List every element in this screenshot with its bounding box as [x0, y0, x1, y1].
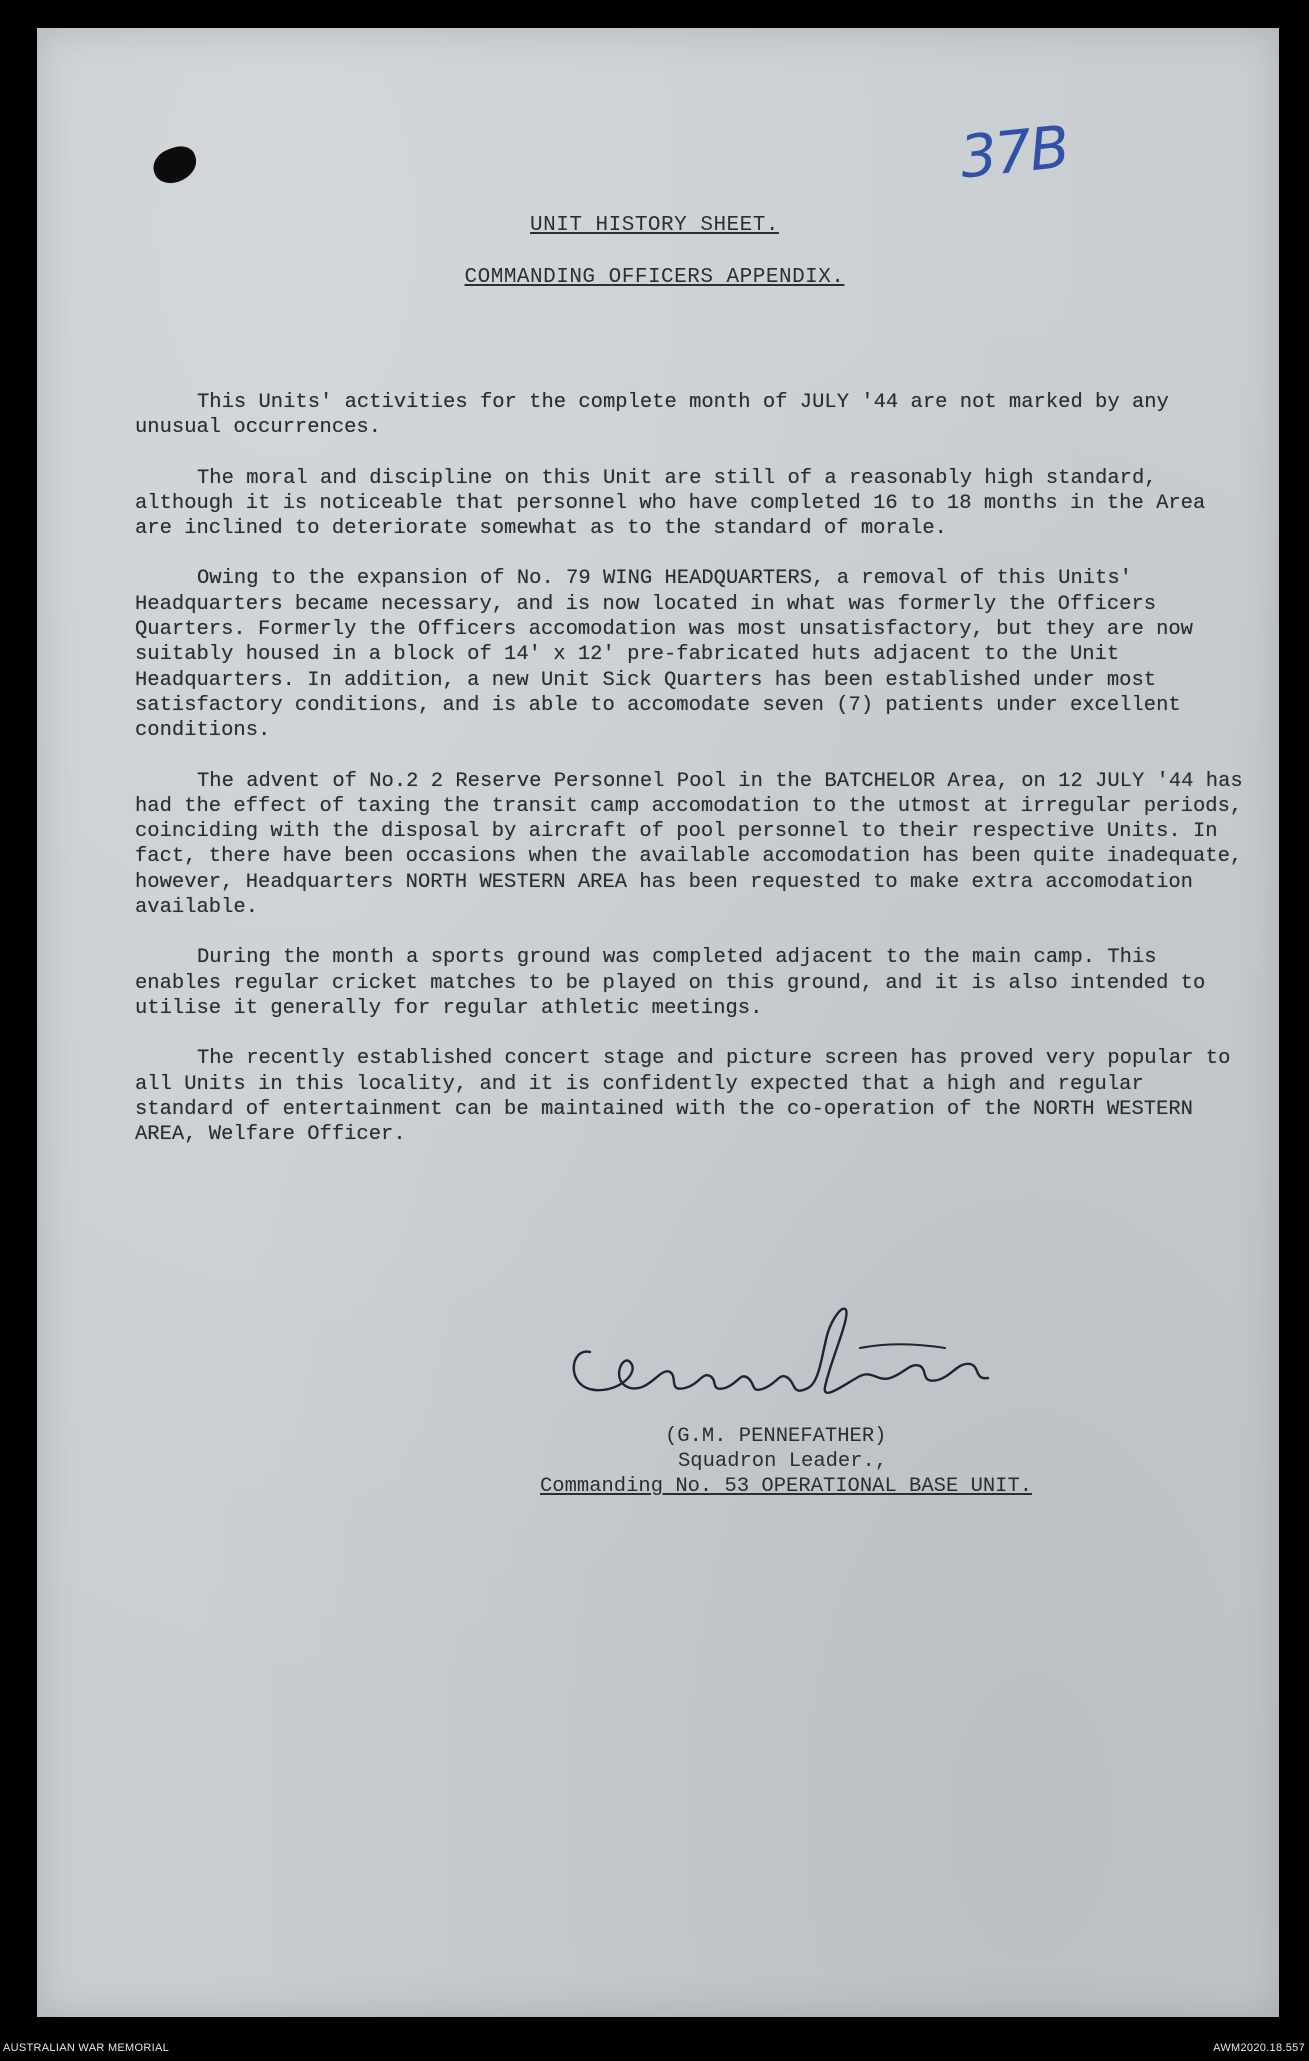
paragraph-concert-stage: The recently established concert stage and picture screen has proved very popular to all Units in this locality, and it is confidently expected that a high and regular standard of entertainment can be maintained with the co-operation of the NORTH WESTERN AREA, Welfare Officer.	[135, 1047, 1231, 1147]
footer-accession-number: AWM2020.18.557	[1213, 2042, 1305, 2054]
paragraph-sports-ground: During the month a sports ground was completed adjacent to the main camp. This enables regular cricket matches to be played on this ground, and it is also intended to utilise it generally for regular athletic meetings.	[135, 946, 1206, 1020]
paragraph-headquarters: Owing to the expansion of No. 79 WING HEADQUARTERS, a removal of this Units' Headquarters became necessary, and is now located in what was formerly the Officers Quarters. Formerly the Officers accomodation was most unsatisfactory, but they are now suitably housed in a block of 14' x 12' pre-fabricated huts adjacent to the Unit Headquarters. In addition, a new Unit Sick Quarters has been established under most satisfactory conditions, and is able to accomodate seven (7) patients under excellent conditions.	[135, 567, 1193, 743]
paragraph-morale: The moral and discipline on this Unit are still of a reasonably high standard, although it is noticeable that personnel who have completed 16 to 18 months in the Area are inclined to deteriorate somewhat as to the standard of morale.	[135, 466, 1206, 541]
handwritten-signature	[560, 1292, 1020, 1422]
document-subtitle: COMMANDING OFFICERS APPENDIX.	[464, 266, 845, 289]
paragraph-activities: This Units' activities for the complete month of JULY '44 are not marked by any unusual occurrences.	[135, 391, 1169, 440]
signature-block	[540, 1424, 1180, 1499]
document-body	[135, 390, 1245, 1172]
footer-institution: AUSTRALIAN WAR MEMORIAL	[3, 2042, 170, 2054]
paragraph-reserve-pool: The advent of No.2 2 Reserve Personnel Pool in the BATCHELOR Area, on 12 JULY '44 has had the effect of taxing the transit camp accomodation to the utmost at irregular periods, coinciding with the disposal by aircraft of pool personnel to their respective Units. In fact, there have been occasions when the available accomodation has been quite inadequate, however, Headquarters NORTH WESTERN AREA has been requested to make extra accomodation available.	[135, 769, 1243, 920]
signatory-name: (G.M. PENNEFATHER)	[665, 1425, 887, 1448]
handwritten-page-number: 37B	[956, 112, 1071, 192]
signatory-rank: Squadron Leader.,	[678, 1450, 888, 1473]
signatory-unit: Commanding No. 53 OPERATIONAL BASE UNIT.	[540, 1475, 1033, 1498]
document-title: UNIT HISTORY SHEET.	[530, 214, 779, 237]
